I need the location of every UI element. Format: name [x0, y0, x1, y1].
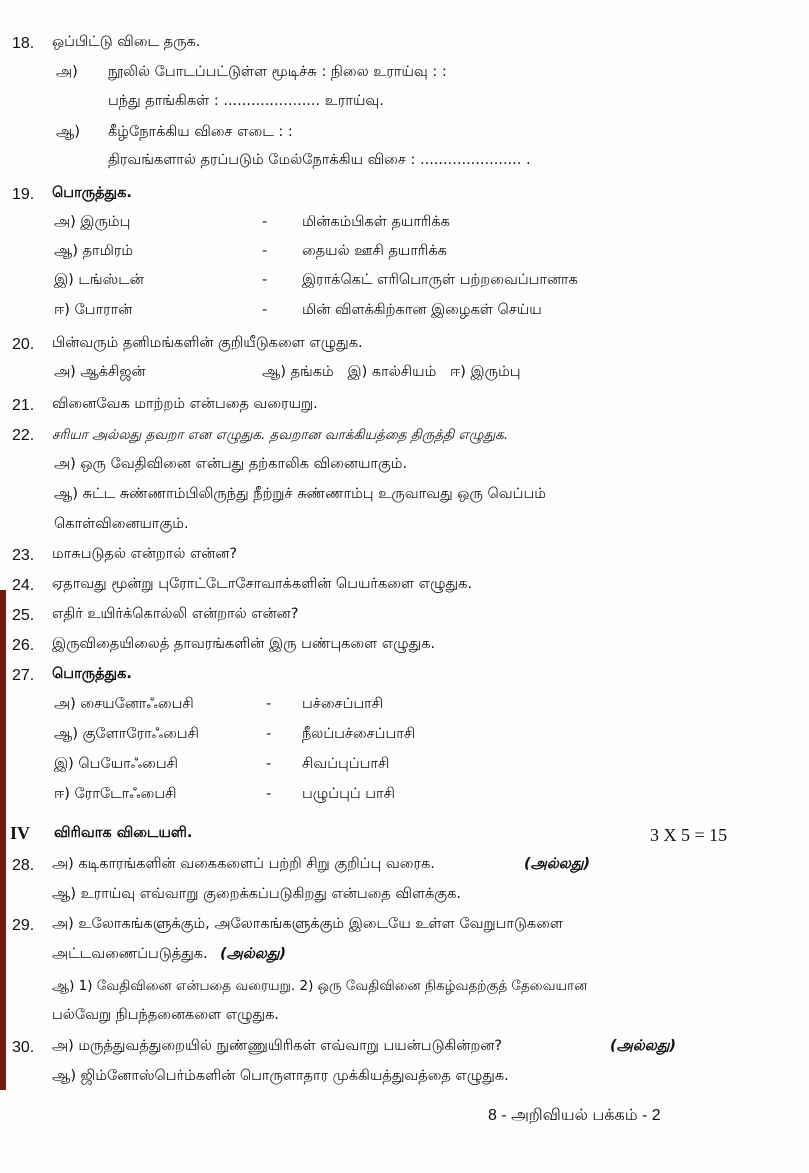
q18-a-line2: பந்து தாங்கிகள் : ..................... உராய்வு. [108, 93, 384, 109]
q27-row-dash: - [266, 726, 272, 742]
q20-options-rest: ஆ) தங்கம் இ) கால்சியம் ஈ) இரும்பு [262, 364, 521, 380]
q30-or: (அல்லது) [610, 1038, 677, 1054]
q21-text: வினைவேக மாற்றம் என்பதை வரையறு. [52, 396, 318, 412]
q19-row-dash: - [262, 214, 268, 230]
q18-a-label: அ) [56, 64, 78, 80]
q22-number: 22. [12, 427, 35, 444]
q27-row-left: இ) பெயோஃபைசி [54, 756, 178, 772]
q19-row-dash: - [262, 243, 268, 259]
q28-or: (அல்லது) [524, 856, 591, 872]
q27-row-right: பழுப்புப் பாசி [302, 786, 395, 802]
q24-text: ஏதாவது மூன்று புரோட்டோசோவாக்களின் பெயர்களை எழுதுக. [52, 576, 472, 592]
q18-b-line2: திரவங்களால் தரப்படும் மேல்நோக்கிய விசை : ...................... . [108, 152, 531, 168]
q27-row-dash: - [266, 786, 272, 802]
q19-row-right: மின்கம்பிகள் தயாரிக்க [302, 214, 450, 230]
q28-number: 28. [12, 857, 35, 874]
q24-number: 24. [12, 577, 35, 594]
q19-row-left: இ) டங்ஸ்டன் [54, 272, 144, 288]
q30-number: 30. [12, 1039, 35, 1056]
q27-row-left: ஆ) குளோரோஃபைசி [54, 726, 199, 742]
q28-option-b: ஆ) உராய்வு எவ்வாறு குறைக்கப்படுகிறது என்பதை விளக்குக. [52, 886, 461, 902]
q25-number: 25. [12, 607, 35, 624]
q19-row-left: அ) இரும்பு [54, 214, 131, 230]
q23-number: 23. [12, 547, 35, 564]
q20-title: பின்வரும் தனிமங்களின் குறியீடுகளை எழுதுக. [52, 335, 363, 351]
q19-number: 19. [12, 186, 35, 203]
page-footer: 8 - அறிவியல் பக்கம் - 2 [488, 1107, 661, 1124]
q22-title: சரியா அல்லது தவறா என எழுதுக. தவறான வாக்கியத்தை திருத்தி எழுதுக. [52, 427, 509, 443]
q29-option-a-line1: அ) உலோகங்களுக்கும், அலோகங்களுக்கும் இடையே உள்ள வேறுபாடுகளை [52, 916, 564, 932]
q20-option-a: அ) ஆக்சிஜன் [54, 364, 146, 380]
q19-row-right: தையல் ஊசி தயாரிக்க [302, 243, 447, 259]
q27-row-dash: - [266, 756, 272, 772]
q22-statement-b-line2: கொள்வினையாகும். [54, 516, 189, 532]
q19-row-left: ஆ) தாமிரம் [54, 243, 134, 259]
q19-title: பொருத்துக. [52, 185, 132, 201]
section-iv-number: IV [10, 823, 31, 843]
q18-b-label: ஆ) [56, 124, 80, 140]
q29-option-b-line1: ஆ) 1) வேதிவினை என்பதை வரையறு. 2) ஒரு வேதிவினை நிகழ்வதற்குத் தேவையான [52, 978, 588, 994]
q18-a-line1: நூலில் போடப்பட்டுள்ள மூடிச்சு : நிலை உராய்வு : : [108, 64, 447, 80]
q30-option-b: ஆ) ஜிம்னோஸ்பெர்ம்களின் பொருளாதார முக்கியத்துவத்தை எழுதுக. [52, 1068, 509, 1084]
q18-title: ஒப்பிட்டு விடை தருக. [52, 34, 201, 50]
q20-number: 20. [12, 336, 35, 353]
q27-row-left: ஈ) ரோடோஃபைசி [54, 786, 177, 802]
q29-number: 29. [12, 917, 35, 934]
q27-number: 27. [12, 667, 35, 684]
section-iv-title: விரிவாக விடையளி. [54, 825, 193, 841]
q18-number: 18. [12, 35, 35, 52]
q19-row-right: இராக்கெட் எரிபொருள் பற்றவைப்பானாக [302, 272, 578, 288]
q29-option-a-line2: அட்டவணைப்படுத்துக. [52, 946, 208, 962]
q22-statement-b-line1: ஆ) சுட்ட சுண்ணாம்பிலிருந்து நீற்றுச் சுண்ணாம்பு உருவாவது ஒரு வெப்பம் [54, 486, 546, 502]
q30-option-a: அ) மருத்துவத்துறையில் நுண்ணுயிரிகள் எவ்வாறு பயன்படுகின்றன? [52, 1038, 503, 1054]
page-edge-bar [0, 590, 6, 1090]
q22-statement-a: அ) ஒரு வேதிவினை என்பது தற்காலிக வினையாகும். [54, 456, 408, 472]
q27-row-right: நீலப்பச்சைப்பாசி [302, 726, 416, 742]
q29-or: (அல்லது) [220, 946, 287, 962]
q19-row-dash: - [262, 272, 268, 288]
q28-option-a: அ) கடிகாரங்களின் வகைகளைப் பற்றி சிறு குறிப்பு வரைக. [52, 856, 435, 872]
q21-number: 21. [12, 397, 35, 414]
section-iv-marks: 3 X 5 = 15 [650, 825, 728, 845]
q25-text: எதிர் உயிர்க்கொல்லி என்றால் என்ன? [52, 606, 299, 622]
q18-b-line1: கீழ்நோக்கிய விசை எடை : : [108, 124, 293, 140]
q26-text: இருவிதையிலைத் தாவரங்களின் இரு பண்புகளை எழுதுக. [52, 636, 436, 652]
q23-text: மாசுபடுதல் என்றால் என்ன? [52, 546, 238, 562]
q26-number: 26. [12, 637, 35, 654]
q27-row-right: பச்சைப்பாசி [302, 696, 384, 712]
q27-row-left: அ) சையனோஃபைசி [54, 696, 194, 712]
q19-row-right: மின் விளக்கிற்கான இழைகள் செய்ய [302, 302, 542, 318]
q27-title: பொருத்துக. [52, 666, 132, 682]
q29-option-b-line2: பல்வேறு நிபந்தனைகளை எழுதுக. [52, 1007, 280, 1023]
q27-row-dash: - [266, 696, 272, 712]
q27-row-right: சிவப்புப்பாசி [302, 756, 390, 772]
q19-row-dash: - [262, 302, 268, 318]
q19-row-left: ஈ) போரான் [54, 302, 133, 318]
